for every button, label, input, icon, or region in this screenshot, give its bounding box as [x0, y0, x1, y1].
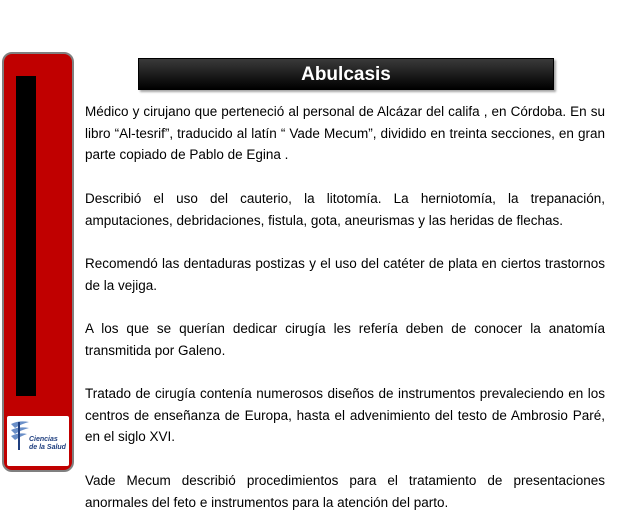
slide-title: Abulcasis [138, 58, 554, 90]
logo-line-2: de la Salud [29, 444, 66, 451]
logo-line-1: Ciencias [29, 436, 58, 443]
ciencias-salud-logo [7, 416, 69, 466]
paragraph-procedures: Describió el uso del cauterio, la litotomía. La herniotomía, la trepanación, amputaciones, debridaciones, fistula, gota, aneurismas y las heridas de flechas. [85, 190, 605, 228]
caduceus-wings-icon [9, 418, 31, 452]
slide-body [85, 101, 605, 513]
logo-text [29, 436, 66, 452]
paragraph-intro: Médico y cirujano que perteneció al personal de Alcázar del califa , en Córdoba. En su libro “Al-tesrif”, traducido al latín “ Vade Mecum”, dividido en treinta secciones, en gran parte copiado de Pablo de Egina . [85, 104, 605, 163]
sidebar-black-bar [16, 76, 36, 396]
paragraph-dentures: Recomendó las dentaduras postizas y el uso del catéter de plata en ciertos trastornos de la vejiga. [85, 255, 605, 293]
sidebar-panel [2, 52, 74, 472]
paragraph-instruments: Tratado de cirugía contenía numerosos diseños de instrumentos prevaleciendo en los centros de enseñanza de Europa, hasta el advenimiento del testo de Ambrosio Paré, en el siglo XVI. [85, 386, 605, 445]
paragraph-vade-mecum: Vade Mecum describió procedimientos para el tratamiento de presentaciones anormales del feto e instrumentos para la atención del parto. [85, 472, 605, 510]
paragraph-anatomy: A los que se querían dedicar cirugía les refería deben de conocer la anatomía transmitida por Galeno. [85, 320, 605, 358]
